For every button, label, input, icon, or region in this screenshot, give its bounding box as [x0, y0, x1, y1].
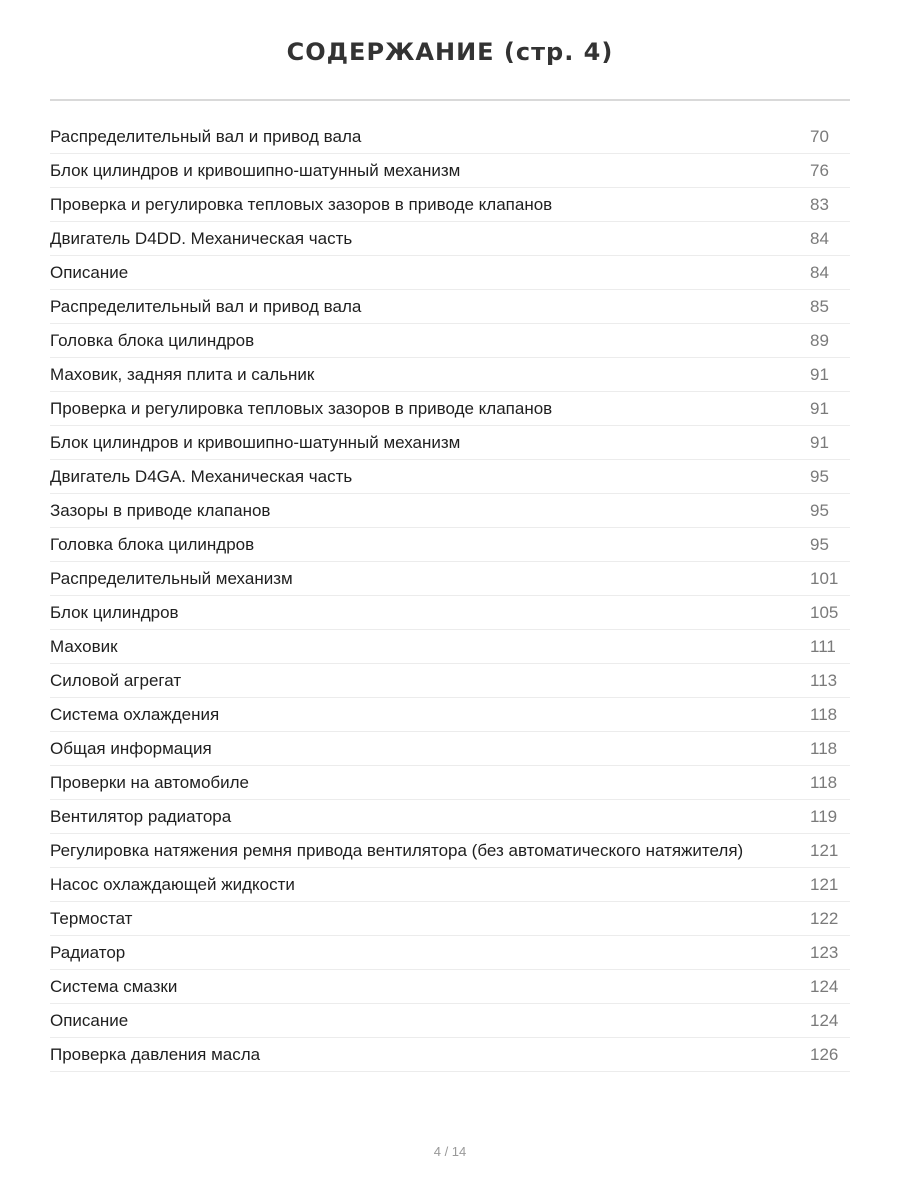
toc-entry-page: 83: [810, 195, 829, 214]
toc-entry-title: Вентилятор радиатора: [50, 807, 232, 826]
toc-entry-title: Распределительный вал и привод вала: [50, 127, 362, 146]
page-number: 4 / 14: [433, 1144, 467, 1159]
toc-entry[interactable]: [50, 494, 850, 528]
toc-entry-title: Насос охлаждающей жидкости: [50, 875, 295, 894]
toc-entry[interactable]: [50, 664, 850, 698]
title-divider: [50, 99, 850, 101]
toc-entry-page: 91: [810, 433, 829, 452]
toc-entry[interactable]: [50, 596, 850, 630]
toc-entry[interactable]: [50, 698, 850, 732]
toc-entry[interactable]: [50, 222, 850, 256]
toc-entry[interactable]: [50, 1038, 850, 1072]
toc-entry[interactable]: [50, 800, 850, 834]
toc-entry[interactable]: [50, 324, 850, 358]
toc-entry[interactable]: [50, 766, 850, 800]
toc-entry[interactable]: [50, 630, 850, 664]
toc-entry[interactable]: [50, 426, 850, 460]
toc-entry-page: 101: [810, 569, 839, 588]
toc-entry[interactable]: [50, 936, 850, 970]
toc-entry-page: 121: [810, 841, 839, 860]
toc-entry-page: 123: [810, 943, 839, 962]
toc-entry[interactable]: [50, 256, 850, 290]
toc-entry-title: Описание: [50, 1011, 129, 1030]
toc-entry-title: Маховик, задняя плита и сальник: [50, 365, 315, 384]
toc-entry-page: 122: [810, 909, 839, 928]
toc-entry-title: Двигатель D4DD. Механическая часть: [50, 229, 353, 248]
toc-entry-page: 89: [810, 331, 829, 350]
toc-entry[interactable]: [50, 528, 850, 562]
toc-entry-title: Зазоры в приводе клапанов: [50, 501, 271, 520]
toc-entry-title: Проверки на автомобиле: [50, 773, 250, 792]
toc-entry-title: Общая информация: [50, 739, 212, 758]
toc-entry-title: Двигатель D4GA. Механическая часть: [50, 467, 353, 486]
toc-entry[interactable]: [50, 1004, 850, 1038]
toc-entry-page: 84: [810, 263, 829, 282]
toc-entry-title: Головка блока цилиндров: [50, 331, 255, 350]
toc-entry-page: 118: [810, 739, 838, 758]
toc-entry-page: 124: [810, 1011, 839, 1030]
toc-entry[interactable]: [50, 868, 850, 902]
toc-entry-page: 70: [810, 127, 829, 146]
toc-entry-page: 84: [810, 229, 829, 248]
toc-entry[interactable]: [50, 460, 850, 494]
toc-entry-page: 111: [810, 637, 836, 656]
toc-entry-title: Радиатор: [50, 943, 126, 962]
toc-entry-page: 118: [810, 705, 838, 724]
toc-entry[interactable]: [50, 562, 850, 596]
toc-entry-page: 121: [810, 875, 839, 894]
toc-entry[interactable]: [50, 154, 850, 188]
toc-entry[interactable]: [50, 732, 850, 766]
toc-entry-title: Проверка и регулировка тепловых зазоров в приводе клапанов: [50, 195, 553, 214]
toc-entry-page: 124: [810, 977, 839, 996]
toc-entry-page: 126: [810, 1045, 839, 1064]
toc-entry-title: Система охлаждения: [50, 705, 220, 724]
table-of-contents: [50, 120, 850, 1072]
toc-entry-page: 105: [810, 603, 839, 622]
toc-entry-page: 113: [810, 671, 838, 690]
toc-entry-title: Регулировка натяжения ремня привода вентилятора (без автоматического натяжителя): [50, 841, 744, 860]
toc-entry-title: Блок цилиндров и кривошипно-шатунный механизм: [50, 161, 461, 180]
toc-entry[interactable]: [50, 188, 850, 222]
toc-entry-title: Головка блока цилиндров: [50, 535, 255, 554]
toc-entry-page: 76: [810, 161, 829, 180]
toc-entry[interactable]: [50, 834, 850, 868]
toc-entry-title: Силовой агрегат: [50, 671, 182, 690]
toc-entry-page: 118: [810, 773, 838, 792]
toc-entry-title: Распределительный механизм: [50, 569, 293, 588]
toc-entry[interactable]: [50, 970, 850, 1004]
toc-entry-title: Описание: [50, 263, 129, 282]
toc-entry[interactable]: [50, 392, 850, 426]
toc-entry-title: Блок цилиндров и кривошипно-шатунный механизм: [50, 433, 461, 452]
toc-entry-page: 91: [810, 365, 829, 384]
toc-entry-page: 95: [810, 535, 829, 554]
toc-entry[interactable]: [50, 902, 850, 936]
toc-entry[interactable]: [50, 290, 850, 324]
toc-entry-page: 91: [810, 399, 829, 418]
toc-entry-title: Маховик: [50, 637, 118, 656]
toc-entry-title: Система смазки: [50, 977, 178, 996]
toc-entry-title: Распределительный вал и привод вала: [50, 297, 362, 316]
toc-entry-title: Термостат: [50, 909, 133, 928]
page-title: СОДЕРЖАНИЕ (стр. 4): [286, 38, 614, 66]
toc-entry-page: 119: [810, 807, 838, 826]
toc-entry-page: 95: [810, 467, 829, 486]
toc-entry[interactable]: [50, 120, 850, 154]
toc-entry-title: Проверка и регулировка тепловых зазоров в приводе клапанов: [50, 399, 553, 418]
toc-entry-page: 95: [810, 501, 829, 520]
toc-entry-page: 85: [810, 297, 829, 316]
toc-entry-title: Проверка давления масла: [50, 1045, 261, 1064]
toc-entry[interactable]: [50, 358, 850, 392]
toc-entry-title: Блок цилиндров: [50, 603, 179, 622]
